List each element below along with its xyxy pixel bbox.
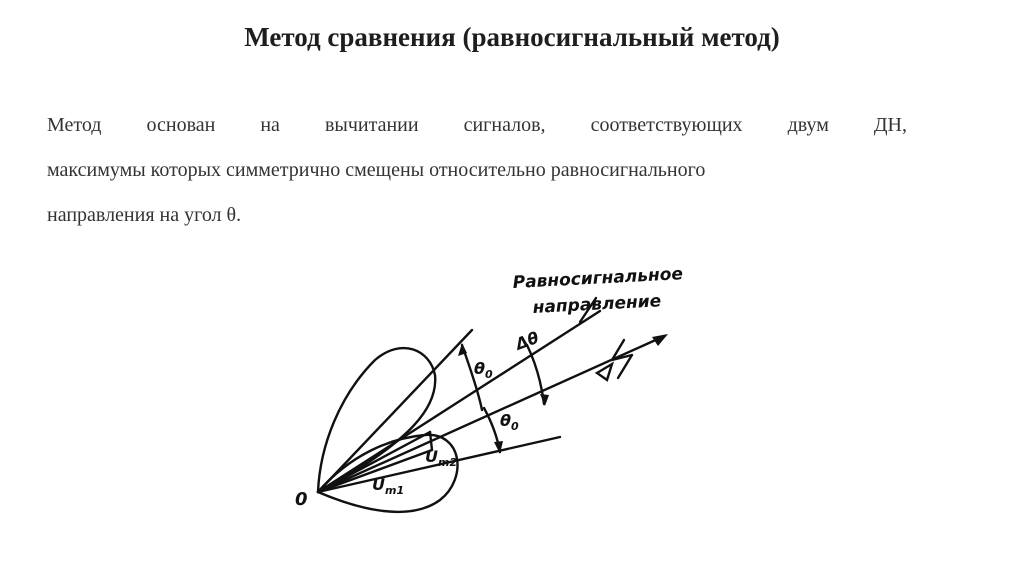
label-delta-theta: Δθ [512, 327, 542, 354]
delta-theta-arrow-head [540, 394, 549, 406]
label-equisignal-line2: направление [532, 291, 662, 318]
label-um1: $U_{m1}$ [372, 475, 405, 497]
label-theta-upper: $\theta_0$ [474, 359, 493, 381]
label-um2: $U_{m2}$ [425, 447, 458, 469]
label-origin: 0 [295, 489, 308, 510]
label-theta-lower: $\theta_0$ [500, 411, 519, 433]
target-direction-line [318, 338, 660, 492]
slide-title: Метод сравнения (равносигнальный метод) [244, 22, 780, 52]
paragraph-line-2: максимумы которых симметрично смещены относительно равносигнального [47, 159, 706, 181]
label-equisignal-line1: Равносигнальное [512, 264, 684, 293]
paragraph-line-1: Метод основан на вычитании сигналов, соответствующих двум ДН, [47, 114, 907, 136]
paragraph-line-3: направления на угол θ. [47, 204, 242, 226]
equisignal-line [318, 311, 600, 492]
lightning-bolt-icon [612, 340, 632, 378]
target-arrow-head [652, 334, 668, 346]
